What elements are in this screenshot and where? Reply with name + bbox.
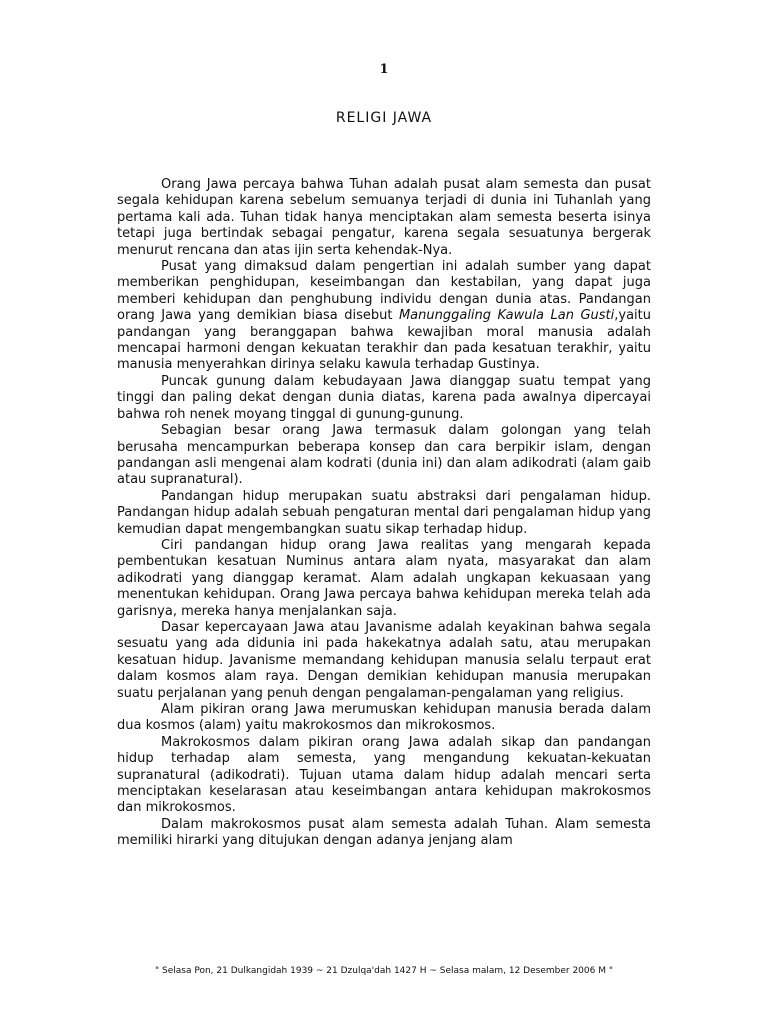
paragraph: Makrokosmos dalam pikiran orang Jawa adalah sikap dan pandangan hidup terhadap alam semesta, yang mengandung kekuatan-kekuatan supranatural (adikodrati). Tujuan utama dalam hidup adalah mencari serta menciptakan keselarasan atau keseimbangan antara kehidupan makrokosmos dan mikrokosmos. xyxy=(117,734,651,816)
page-footer: " Selasa Pon, 21 Dulkangidah 1939 ~ 21 Dzulqa'dah 1427 H ~ Selasa malam, 12 Desember 2006 M " xyxy=(155,966,613,976)
paragraph: Dasar kepercayaan Jawa atau Javanisme adalah keyakinan bahwa segala sesuatu yang ada didunia ini pada hakekatnya adalah satu, atau merupakan kesatuan hidup. Javanisme memandang kehidupan manusia selalu terpaut erat dalam kosmos alam raya. Dengan demikian kehidupan manusia merupakan suatu perjalanan yang penuh dengan pengalaman-pengalaman yang religius. xyxy=(117,619,651,701)
paragraph: Orang Jawa percaya bahwa Tuhan adalah pusat alam semesta dan pusat segala kehidupan karena sebelum semuanya terjadi di dunia ini Tuhanlah yang pertama kali ada. Tuhan tidak hanya menciptakan alam semesta beserta isinya tetapi juga bertindak sebagai pengatur, karena segala sesuatunya bergerak menurut rencana dan atas ijin serta kehendak-Nya. xyxy=(117,177,651,258)
document-body xyxy=(117,177,651,850)
paragraph: Pandangan hidup merupakan suatu abstraksi dari pengalaman hidup. Pandangan hidup adalah sebuah pengaturan mental dari pengalaman hidup yang kemudian dapat mengembangkan suatu sikap terhadap hidup. xyxy=(117,488,651,537)
page-number: 1 xyxy=(379,62,389,77)
paragraph xyxy=(117,259,651,374)
paragraph: Dalam makrokosmos pusat alam semesta adalah Tuhan. Alam semesta memiliki hirarki yang ditujukan dengan adanya jenjang alam xyxy=(117,816,651,849)
paragraph: Sebagian besar orang Jawa termasuk dalam golongan yang telah berusaha mencampurkan beberapa konsep dan cara berpikir islam, dengan pandangan asli mengenai alam kodrati (dunia ini) dan alam adikodrati (alam gaib atau supranatural). xyxy=(117,423,651,488)
italic-term: Manunggaling Kawula Lan Gusti xyxy=(398,308,615,324)
paragraph-text: ,yaitu pandangan yang beranggapan bahwa kewajiban moral manusia adalah mencapai harmoni dengan kekuatan terakhir dan pada kesatuan terakhir, yaitu manusia menyerahkan dirinya selaku kawula terhadap Gustinya. xyxy=(117,308,652,373)
paragraph: Alam pikiran orang Jawa merumuskan kehidupan manusia berada dalam dua kosmos (alam) yaitu makrokosmos dan mikrokosmos. xyxy=(117,702,651,734)
page-title: RELIGI JAWA xyxy=(335,110,433,126)
paragraph-text: Pusat yang dimaksud dalam pengertian ini adalah sumber yang dapat memberikan penghidupan, keseimbangan dan kestabilan, yang dapat juga memberi kehidupan dan penghubung individu dengan dunia atas. Pandangan orang Jawa yang demikian biasa disebut xyxy=(117,259,651,324)
paragraph: Puncak gunung dalam kebudayaan Jawa dianggap suatu tempat yang tinggi dan paling dekat dengan dunia diatas, karena pada awalnya dipercayai bahwa roh nenek moyang tinggal di gunung-gunung. xyxy=(117,373,651,422)
paragraph: Ciri pandangan hidup orang Jawa realitas yang mengarah kepada pembentukan kesatuan Numinus antara alam nyata, masyarakat dan alam adikodrati yang dianggap keramat. Alam adalah ungkapan kekuasaan yang menentukan kehidupan. Orang Jawa percaya bahwa kehidupan mereka telah ada garisnya, mereka hanya menjalankan saja. xyxy=(117,537,651,619)
